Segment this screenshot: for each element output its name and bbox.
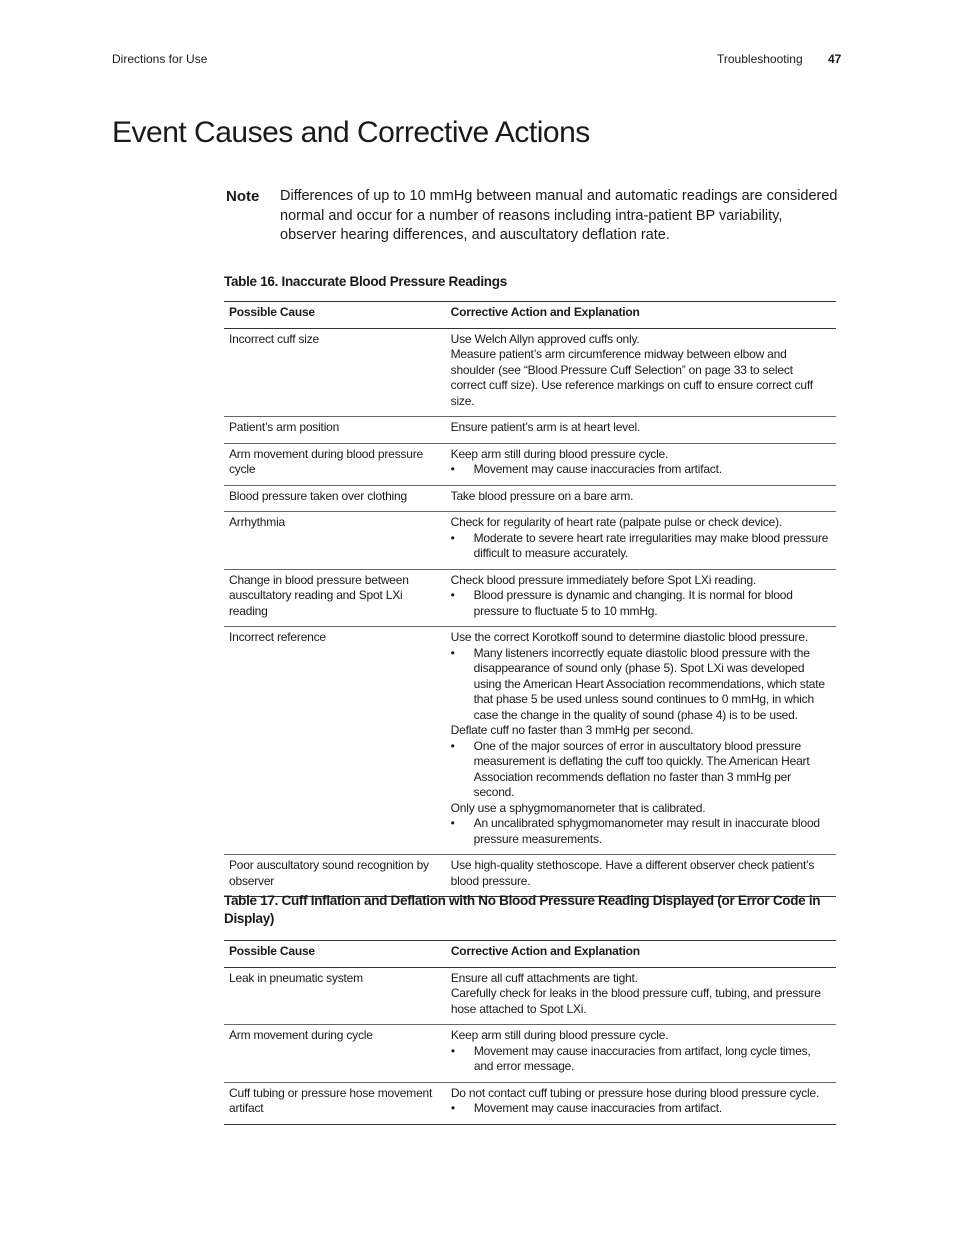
possible-cause-cell: Blood pressure taken over clothing	[224, 485, 446, 512]
action-line: Use Welch Allyn approved cuffs only.	[450, 331, 640, 346]
table-row	[224, 1082, 836, 1124]
table-row	[224, 1025, 836, 1083]
possible-cause-cell: Arm movement during cycle	[224, 1025, 446, 1083]
table-row	[224, 485, 836, 512]
action-line: Use high-quality stethoscope. Have a different observer check patient’s blood pressure.	[450, 858, 815, 888]
action-line: Use the correct Korotkoff sound to determine diastolic blood pressure.	[450, 630, 808, 644]
page-title: Event Causes and Corrective Actions	[112, 116, 590, 149]
table-16	[224, 301, 836, 897]
table-16-caption: Table 16. Inaccurate Blood Pressure Readings	[224, 274, 507, 289]
column-header-possible-cause: Possible Cause	[224, 941, 446, 968]
corrective-action-cell	[446, 967, 836, 1025]
action-line: Keep arm still during blood pressure cycle.	[450, 446, 669, 461]
table-16-body	[224, 328, 836, 897]
table-row	[224, 855, 836, 897]
bullet-item: • Many listeners incorrectly equate diastolic blood pressure with the disappearance of sound only (phase 5). Spot LXi was developed using the American Heart Association recommendations, which state that phase 5 be used unless sound continues to 0 mmHg, in which case the change in the quality of sound (phase 4) is to be used.	[451, 646, 831, 724]
corrective-action-cell	[446, 417, 836, 444]
bullet-item: • Movement may cause inaccuracies from artifact.	[451, 1101, 831, 1117]
possible-cause-cell: Poor auscultatory sound recognition by observer	[224, 855, 446, 897]
bullet-item: • Movement may cause inaccuracies from artifact.	[451, 462, 831, 478]
corrective-action-cell	[446, 443, 836, 485]
corrective-action-cell	[446, 485, 836, 512]
action-line: Ensure all cuff attachments are tight.	[450, 970, 638, 985]
page-number: 47	[828, 52, 842, 66]
possible-cause-cell: Cuff tubing or pressure hose movement artifact	[224, 1082, 446, 1124]
running-header-section: Troubleshooting	[717, 52, 803, 66]
table-17-body	[224, 967, 836, 1124]
possible-cause-cell: Arm movement during blood pressure cycle	[224, 443, 446, 485]
running-header-left: Directions for Use	[112, 52, 208, 66]
table-row	[224, 417, 836, 444]
bullet-item: • Movement may cause inaccuracies from artifact, long cycle times, and error message.	[451, 1044, 831, 1075]
column-header-possible-cause: Possible Cause	[224, 302, 446, 329]
action-line: Check for regularity of heart rate (palpate pulse or check device).	[450, 515, 783, 529]
action-line: Deflate cuff no faster than 3 mmHg per second.	[450, 723, 694, 737]
table-row	[224, 967, 836, 1025]
table-row	[224, 627, 836, 855]
table-17-header-row	[224, 941, 836, 968]
table-row	[224, 512, 836, 570]
possible-cause-cell: Change in blood pressure between auscultatory reading and Spot LXi reading	[224, 569, 446, 627]
note-text: Differences of up to 10 mmHg between manual and automatic readings are considered normal and occur for a number of reasons including intra-patient BP variability, observer hearing differences, and auscultatory deflation rate.	[280, 188, 838, 243]
action-line: Carefully check for leaks in the blood pressure cuff, tubing, and pressure hose attached to Spot LXi.	[450, 986, 821, 1016]
corrective-action-cell	[446, 1082, 836, 1124]
possible-cause-cell: Incorrect reference	[224, 627, 446, 855]
table-row	[224, 328, 836, 417]
table-row	[224, 569, 836, 627]
corrective-action-cell	[446, 627, 836, 855]
note-label: Note	[226, 188, 260, 205]
possible-cause-cell: Arrhythmia	[224, 512, 446, 570]
action-line: Keep arm still during blood pressure cycle.	[450, 1028, 669, 1042]
corrective-action-cell	[446, 855, 836, 897]
table-row	[224, 443, 836, 485]
table-17-caption: Table 17. Cuff Inflation and Deflation with No Blood Pressure Reading Displayed (or Error Code in Display)	[224, 893, 821, 926]
action-line: Only use a sphygmomanometer that is calibrated.	[450, 800, 706, 815]
bullet-item: • Blood pressure is dynamic and changing. It is normal for blood pressure to fluctuate 5 to 10 mmHg.	[451, 588, 831, 619]
corrective-action-cell	[446, 328, 836, 417]
action-line: Ensure patient’s arm is at heart level.	[450, 420, 641, 434]
bullet-item: • Moderate to severe heart rate irregularities may make blood pressure difficult to measure accurately.	[451, 531, 831, 562]
column-header-corrective-action: Corrective Action and Explanation	[446, 941, 836, 968]
bullet-item: • One of the major sources of error in auscultatory blood pressure measurement is deflating the cuff too quickly. The American Heart Association recommends deflation no faster than 3 mmHg per second.	[451, 739, 831, 801]
column-header-corrective-action: Corrective Action and Explanation	[446, 302, 836, 329]
table-17	[224, 940, 836, 1125]
action-line: Take blood pressure on a bare arm.	[450, 488, 634, 503]
action-line: Measure patient’s arm circumference midway between elbow and shoulder (see “Blood Pressure Cuff Selection” on page 33 to select correct cuff size). Use reference markings on cuff to ensure correct cuff size.	[450, 347, 813, 408]
possible-cause-cell: Patient’s arm position	[224, 417, 446, 444]
action-line: Do not contact cuff tubing or pressure hose during blood pressure cycle.	[450, 1085, 820, 1100]
possible-cause-cell: Incorrect cuff size	[224, 328, 446, 417]
possible-cause-cell: Leak in pneumatic system	[224, 967, 446, 1025]
bullet-item: • An uncalibrated sphygmomanometer may result in inaccurate blood pressure measurements.	[451, 816, 831, 847]
action-line: Check blood pressure immediately before Spot LXi reading.	[450, 572, 757, 587]
corrective-action-cell	[446, 512, 836, 570]
corrective-action-cell	[446, 569, 836, 627]
corrective-action-cell	[446, 1025, 836, 1083]
table-16-header-row	[224, 302, 836, 329]
